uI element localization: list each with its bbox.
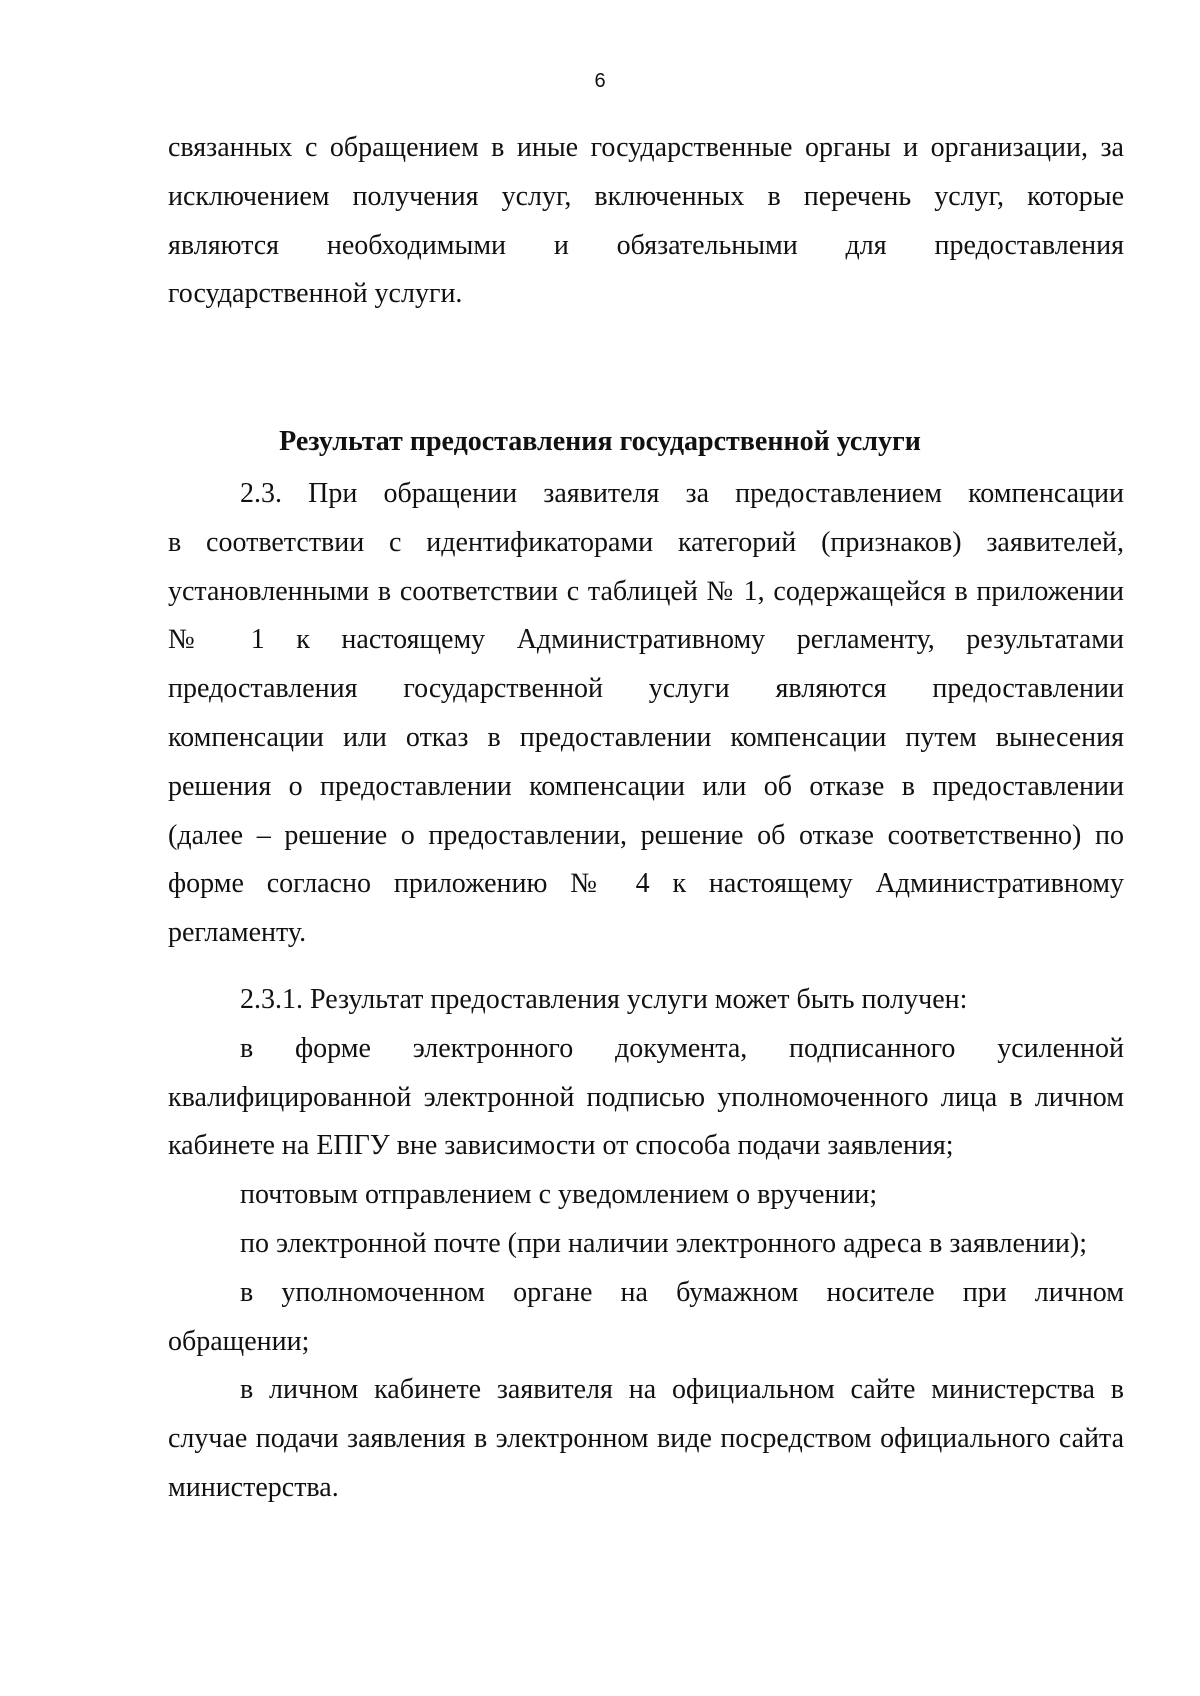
text-line: министерства.: [168, 1471, 339, 1503]
paragraph-2-3-1: [168, 976, 1124, 1513]
list-item: [168, 1171, 1124, 1220]
list-item: [168, 1025, 1124, 1171]
continuation-paragraph: [168, 124, 1124, 319]
text-line: государственной услуги.: [168, 278, 463, 310]
text-line: установленными в соответствии с таблицей № 1, содержащейся в приложении: [168, 575, 1124, 607]
text-line: в форме электронного документа, подписанного усиленной: [240, 1032, 1124, 1064]
text-line: 2.3. При обращении заявителя за предоставлением компенсации: [240, 478, 1124, 509]
text-line: регламенту.: [168, 917, 307, 949]
text-line: в соответствии с идентификаторами категорий (признаков) заявителей,: [168, 526, 1124, 558]
text-line: связанных с обращением в иные государственные органы и организации, за: [168, 132, 1124, 163]
paragraph-intro: 2.3.1. Результат предоставления услуги может быть получен:: [240, 984, 968, 1015]
section-heading: Результат предоставления государственной услуги: [279, 426, 921, 457]
list-item: [168, 1366, 1124, 1512]
text-line: квалифицированной электронной подписью уполномоченного лица в личном: [168, 1081, 1124, 1113]
text-line: почтовым отправлением с уведомлением о вручении;: [240, 1179, 878, 1211]
text-line: (далее – решение о предоставлении, решение об отказе соответственно) по: [168, 819, 1124, 851]
text-line: случае подачи заявления в электронном виде посредством официального сайта: [168, 1423, 1124, 1455]
text-line: форме согласно приложению № 4 к настоящему Административному: [168, 868, 1124, 900]
text-line: по электронной почте (при наличии электронного адреса в заявлении);: [240, 1227, 1087, 1259]
text-line: исключением получения услуг, включенных в перечень услуг, которые: [168, 180, 1124, 212]
text-line: обращении;: [168, 1325, 310, 1357]
list-item: [168, 1220, 1124, 1269]
text-line: предоставления государственной услуги являются предоставлении: [168, 673, 1124, 705]
text-line: в уполномоченном органе на бумажном носителе при личном: [240, 1276, 1124, 1308]
text-line: в личном кабинете заявителя на официальном сайте министерства в: [240, 1374, 1124, 1406]
text-line: кабинете на ЕПГУ вне зависимости от способа подачи заявления;: [168, 1130, 954, 1162]
text-line: компенсации или отказ в предоставлении компенсации путем вынесения: [168, 721, 1124, 753]
list-item: [168, 1269, 1124, 1367]
text-line: № 1 к настоящему Административному регламенту, результатами: [168, 624, 1124, 656]
text-line: являются необходимыми и обязательными для предоставления: [168, 229, 1124, 261]
paragraph-2-3: [168, 470, 1124, 958]
page-number: 6: [594, 70, 606, 92]
text-line: решения о предоставлении компенсации или об отказе в предоставлении: [168, 770, 1124, 802]
